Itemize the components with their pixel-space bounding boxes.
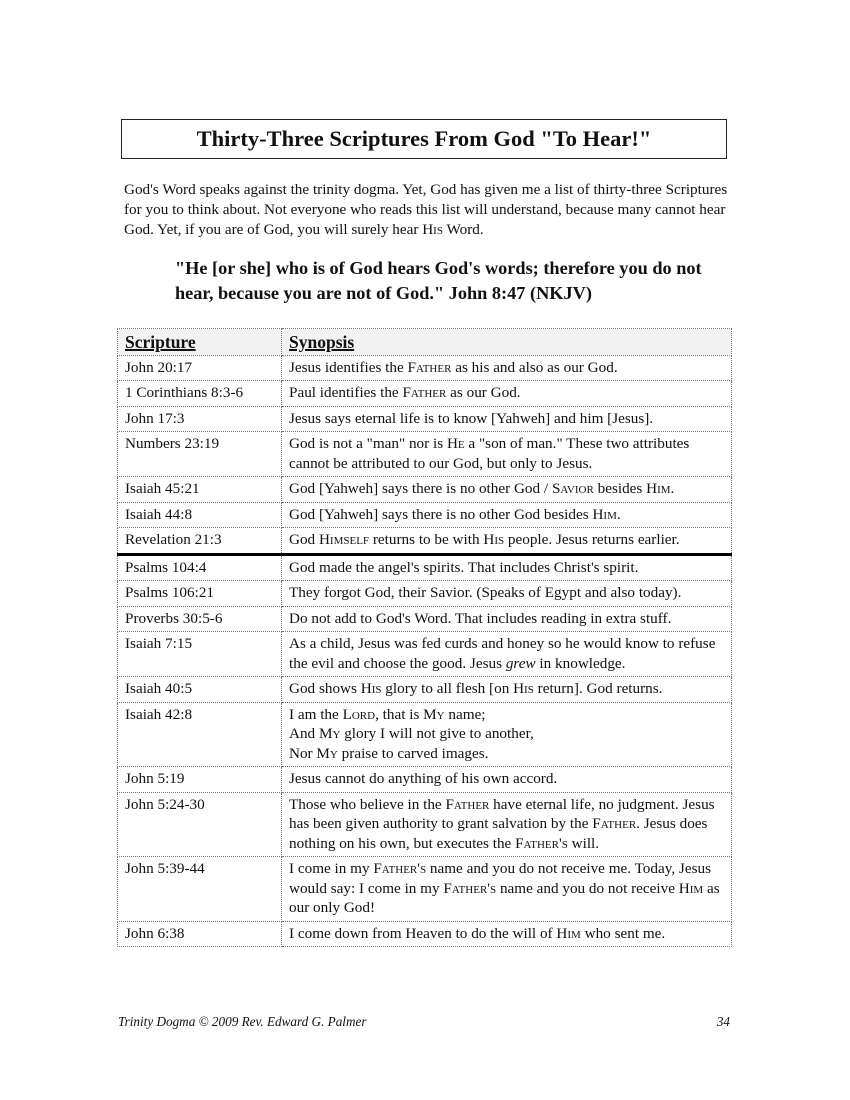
table-row bbox=[118, 857, 732, 922]
intro-text: God's Word speaks against the trinity dogma. Yet, God has given me a list of thirty-three Scriptures for you to think about. Not everyone who reads this list will understand, because many cannot hear God. Yet, if you are of God, you will surely hear bbox=[124, 181, 728, 238]
scripture-synopsis: God shows His glory to all flesh [on His return]. God returns. bbox=[282, 677, 732, 703]
table-row bbox=[118, 632, 732, 677]
scripture-synopsis: Jesus identifies the Father as his and also as our God. bbox=[282, 355, 732, 381]
table-row bbox=[118, 606, 732, 632]
scripture-synopsis: I am the Lord, that is My name; And My glory I will not give to another, Nor My praise to carved images. bbox=[282, 702, 732, 767]
scripture-synopsis: As a child, Jesus was fed curds and honey so he would know to refuse the evil and choose the good. Jesus grew in knowledge. bbox=[282, 632, 732, 677]
page-title bbox=[121, 119, 727, 159]
scriptures-table bbox=[117, 328, 732, 947]
scripture-reference: Proverbs 30:5-6 bbox=[118, 606, 282, 632]
scripture-reference: Revelation 21:3 bbox=[118, 528, 282, 555]
scripture-reference: John 17:3 bbox=[118, 406, 282, 432]
scripture-reference: 1 Corinthians 8:3-6 bbox=[118, 381, 282, 407]
scripture-quote: "He [or she] who is of God hears God's words; therefore you do not hear, because you are not of God." John 8:47 (NKJV) bbox=[175, 258, 702, 303]
scripture-reference: John 5:24-30 bbox=[118, 792, 282, 857]
header-scripture-label: Scripture bbox=[125, 332, 196, 352]
scripture-reference: Isaiah 45:21 bbox=[118, 477, 282, 503]
table-row bbox=[118, 355, 732, 381]
intro-his: His bbox=[422, 221, 443, 238]
table-row bbox=[118, 677, 732, 703]
scripture-reference: Isaiah 42:8 bbox=[118, 702, 282, 767]
table-row bbox=[118, 406, 732, 432]
table-row bbox=[118, 477, 732, 503]
scripture-synopsis: God [Yahweh] says there is no other God besides Him. bbox=[282, 502, 732, 528]
scripture-synopsis: Do not add to God's Word. That includes reading in extra stuff. bbox=[282, 606, 732, 632]
scripture-reference: Isaiah 7:15 bbox=[118, 632, 282, 677]
scripture-reference: Numbers 23:19 bbox=[118, 432, 282, 477]
scripture-synopsis: They forgot God, their Savior. (Speaks of Egypt and also today). bbox=[282, 581, 732, 607]
header-synopsis bbox=[282, 329, 732, 356]
scripture-reference: Isaiah 44:8 bbox=[118, 502, 282, 528]
scripture-synopsis: Paul identifies the Father as our God. bbox=[282, 381, 732, 407]
footer-copyright: Trinity Dogma © 2009 Rev. Edward G. Palmer bbox=[118, 1014, 367, 1029]
scripture-reference: John 5:39-44 bbox=[118, 857, 282, 922]
table-header-row bbox=[118, 329, 732, 356]
intro-text-end: Word. bbox=[442, 221, 484, 238]
scripture-reference: John 20:17 bbox=[118, 355, 282, 381]
table-row bbox=[118, 528, 732, 555]
scripture-synopsis: God Himself returns to be with His people. Jesus returns earlier. bbox=[282, 528, 732, 555]
scripture-synopsis: Jesus cannot do anything of his own accord. bbox=[282, 767, 732, 793]
scripture-synopsis: Those who believe in the Father have eternal life, no judgment. Jesus has been given authority to grant salvation by the Father. Jesus does nothing on his own, but executes the Father's will. bbox=[282, 792, 732, 857]
table-row bbox=[118, 502, 732, 528]
scripture-reference: John 5:19 bbox=[118, 767, 282, 793]
scripture-reference: Psalms 104:4 bbox=[118, 554, 282, 581]
table-body bbox=[118, 355, 732, 947]
scripture-synopsis: Jesus says eternal life is to know [Yahweh] and him [Jesus]. bbox=[282, 406, 732, 432]
scripture-reference: John 6:38 bbox=[118, 921, 282, 947]
header-scripture bbox=[118, 329, 282, 356]
table-row bbox=[118, 921, 732, 947]
header-synopsis-label: Synopsis bbox=[289, 332, 355, 352]
page-title-text: Thirty-Three Scriptures From God "To Hear!" bbox=[196, 126, 652, 151]
table-row bbox=[118, 792, 732, 857]
page-number: 34 bbox=[716, 1014, 730, 1029]
page-footer bbox=[118, 1014, 730, 1030]
table-row bbox=[118, 581, 732, 607]
table-row bbox=[118, 554, 732, 581]
scripture-synopsis: God is not a "man" nor is He a "son of man." These two attributes cannot be attributed to our God, but only to Jesus. bbox=[282, 432, 732, 477]
table-row bbox=[118, 432, 732, 477]
scripture-synopsis: God [Yahweh] says there is no other God / Savior besides Him. bbox=[282, 477, 732, 503]
scripture-synopsis: I come down from Heaven to do the will of Him who sent me. bbox=[282, 921, 732, 947]
scripture-reference: Isaiah 40:5 bbox=[118, 677, 282, 703]
scripture-synopsis: God made the angel's spirits. That includes Christ's spirit. bbox=[282, 554, 732, 581]
scripture-synopsis: I come in my Father's name and you do not receive me. Today, Jesus would say: I come in my Father's name and you do not receive Him as our only God! bbox=[282, 857, 732, 922]
table-row bbox=[118, 767, 732, 793]
intro-paragraph bbox=[124, 180, 734, 240]
scripture-reference: Psalms 106:21 bbox=[118, 581, 282, 607]
table-row bbox=[118, 702, 732, 767]
table-row bbox=[118, 381, 732, 407]
